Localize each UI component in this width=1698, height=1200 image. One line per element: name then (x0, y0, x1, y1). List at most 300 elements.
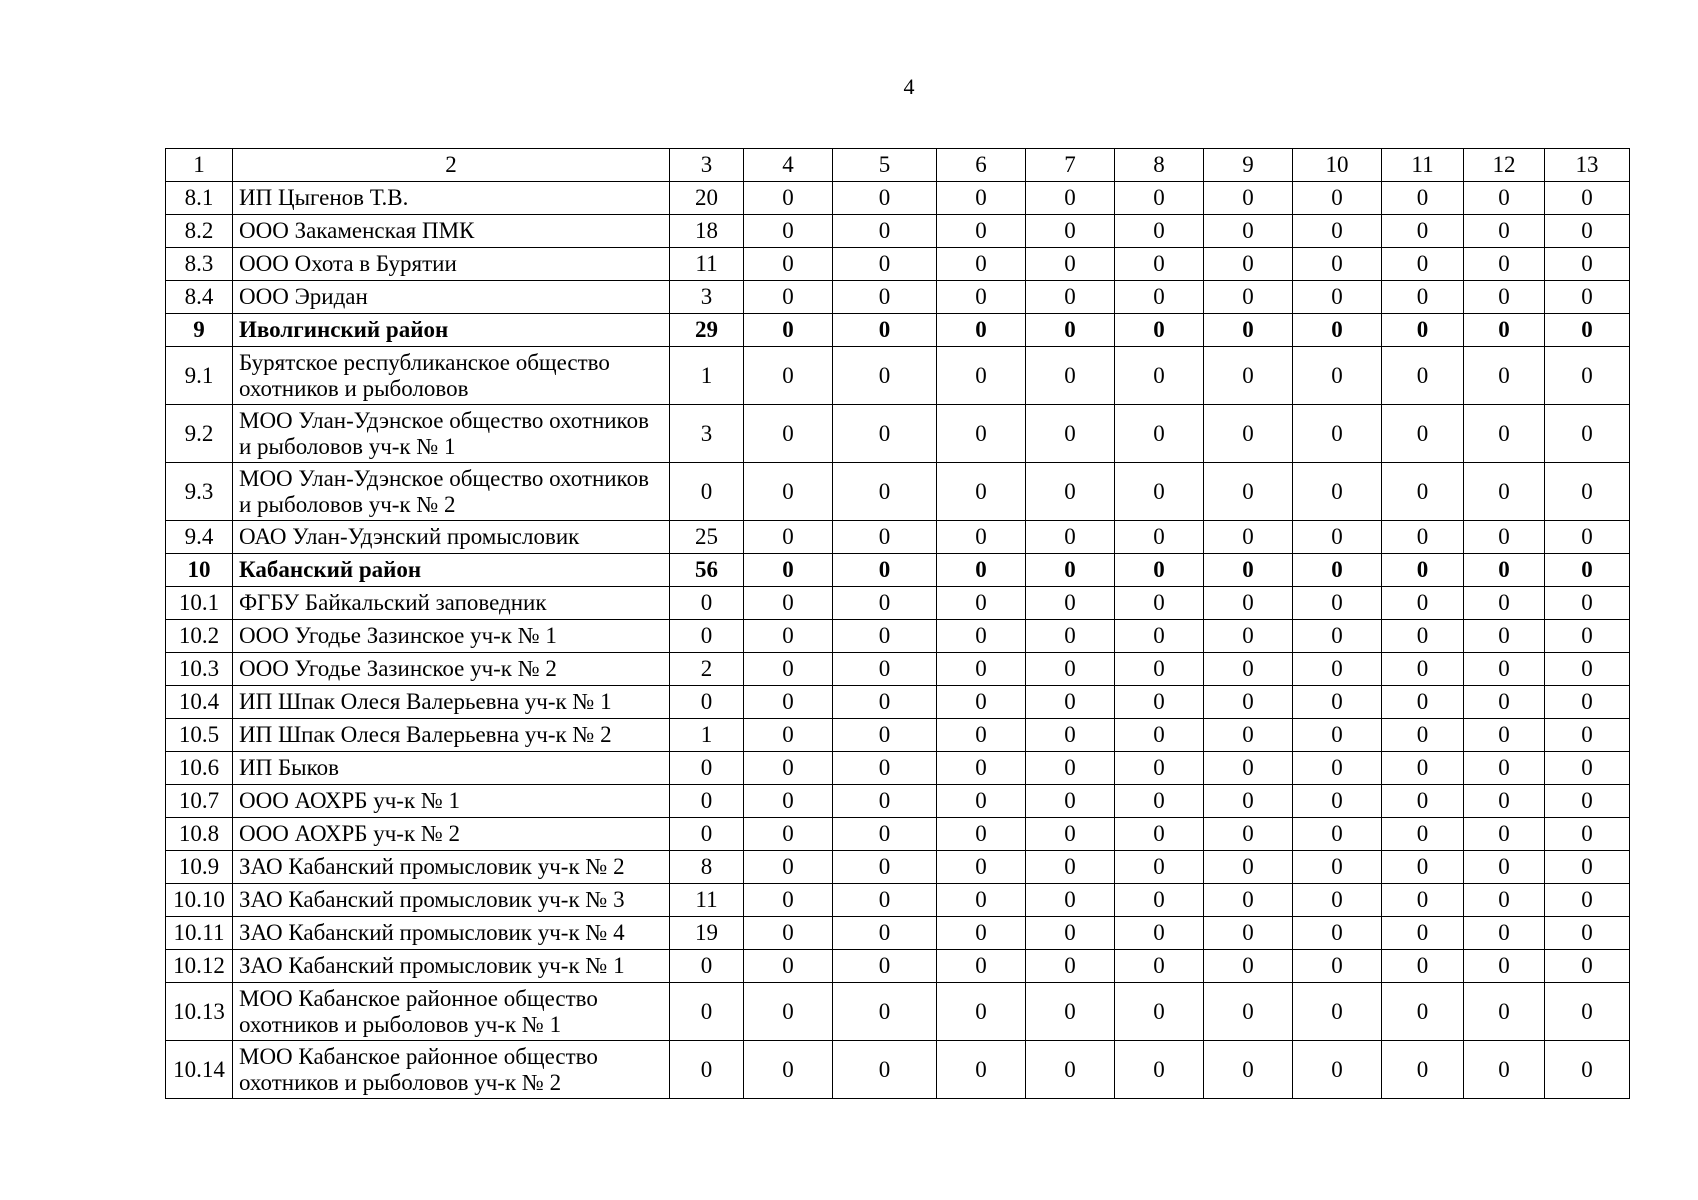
value-cell: 0 (937, 248, 1026, 281)
value-cell: 0 (1204, 1041, 1293, 1099)
value-cell: 0 (1204, 215, 1293, 248)
value-cell: 0 (1293, 463, 1382, 521)
table-row (166, 248, 1630, 281)
table-row (166, 785, 1630, 818)
value-cell: 0 (744, 785, 833, 818)
organization-name-cell: ООО Эридан (233, 281, 670, 314)
value-cell: 0 (1115, 463, 1204, 521)
table-row (166, 818, 1630, 851)
column-number-cell: 6 (937, 149, 1026, 182)
organization-name-cell: ИП Шпак Олеся Валерьевна уч-к № 2 (233, 719, 670, 752)
value-cell: 1 (670, 719, 744, 752)
value-cell: 0 (1026, 917, 1115, 950)
value-cell: 0 (1545, 719, 1630, 752)
value-cell: 0 (1382, 884, 1464, 917)
value-cell: 0 (937, 917, 1026, 950)
value-cell: 0 (937, 785, 1026, 818)
value-cell: 0 (1204, 719, 1293, 752)
value-cell: 0 (1293, 851, 1382, 884)
value-cell: 0 (1115, 785, 1204, 818)
value-cell: 0 (1204, 950, 1293, 983)
value-cell: 0 (1115, 248, 1204, 281)
value-cell: 0 (1115, 752, 1204, 785)
value-cell: 0 (744, 686, 833, 719)
value-cell: 0 (1293, 752, 1382, 785)
value-cell: 0 (744, 215, 833, 248)
value-cell: 0 (1464, 785, 1545, 818)
organization-name-cell: ФГБУ Байкальский заповедник (233, 587, 670, 620)
organization-name-cell: ЗАО Кабанский промысловик уч-к № 2 (233, 851, 670, 884)
value-cell: 0 (744, 950, 833, 983)
value-cell: 0 (1382, 653, 1464, 686)
value-cell: 0 (1464, 281, 1545, 314)
row-number-cell: 8.1 (166, 182, 233, 215)
row-number-cell: 10.12 (166, 950, 233, 983)
value-cell: 0 (1382, 851, 1464, 884)
row-number-cell: 10.2 (166, 620, 233, 653)
value-cell: 1 (670, 347, 744, 405)
table-row (166, 884, 1630, 917)
value-cell: 0 (1204, 281, 1293, 314)
value-cell: 0 (1204, 347, 1293, 405)
table-row (166, 752, 1630, 785)
organization-name-cell: ООО Закаменская ПМК (233, 215, 670, 248)
row-number-cell: 10.8 (166, 818, 233, 851)
value-cell: 0 (833, 884, 937, 917)
value-cell: 0 (1115, 1041, 1204, 1099)
value-cell: 0 (744, 884, 833, 917)
organization-name-cell: МОО Кабанское районное общество охотников и рыболовов уч-к № 2 (233, 1041, 670, 1099)
table-row (166, 521, 1630, 554)
value-cell: 0 (1382, 405, 1464, 463)
value-cell: 0 (1204, 521, 1293, 554)
value-cell: 0 (833, 917, 937, 950)
value-cell: 0 (1545, 463, 1630, 521)
value-cell: 0 (744, 248, 833, 281)
value-cell: 0 (1293, 686, 1382, 719)
organization-name-cell: ИП Цыгенов Т.В. (233, 182, 670, 215)
organization-name-cell: ООО Охота в Бурятии (233, 248, 670, 281)
value-cell: 18 (670, 215, 744, 248)
value-cell: 0 (1115, 818, 1204, 851)
column-number-cell: 10 (1293, 149, 1382, 182)
value-cell: 0 (1464, 620, 1545, 653)
value-cell: 0 (1115, 620, 1204, 653)
value-cell: 0 (1026, 554, 1115, 587)
page-number: 4 (903, 74, 915, 99)
value-cell: 11 (670, 884, 744, 917)
value-cell: 0 (1115, 182, 1204, 215)
value-cell: 0 (1382, 719, 1464, 752)
value-cell: 0 (1545, 884, 1630, 917)
value-cell: 0 (1464, 686, 1545, 719)
value-cell: 0 (1464, 818, 1545, 851)
value-cell: 0 (670, 983, 744, 1041)
district-row (166, 314, 1630, 347)
row-number-cell: 10.9 (166, 851, 233, 884)
value-cell: 0 (1464, 248, 1545, 281)
value-cell: 0 (744, 521, 833, 554)
value-cell: 0 (1293, 653, 1382, 686)
value-cell: 0 (833, 785, 937, 818)
value-cell: 0 (1026, 587, 1115, 620)
value-cell: 0 (744, 653, 833, 686)
value-cell: 56 (670, 554, 744, 587)
table-row (166, 347, 1630, 405)
value-cell: 0 (1382, 785, 1464, 818)
value-cell: 0 (1464, 521, 1545, 554)
value-cell: 0 (1026, 347, 1115, 405)
value-cell: 0 (1115, 851, 1204, 884)
row-number-cell: 10.14 (166, 1041, 233, 1099)
value-cell: 0 (1382, 182, 1464, 215)
row-number-cell: 9.4 (166, 521, 233, 554)
value-cell: 0 (833, 215, 937, 248)
row-number-cell: 10.6 (166, 752, 233, 785)
value-cell: 0 (937, 405, 1026, 463)
value-cell: 0 (1382, 620, 1464, 653)
value-cell: 0 (1464, 463, 1545, 521)
row-number-cell: 10.13 (166, 983, 233, 1041)
value-cell: 0 (833, 752, 937, 785)
row-number-cell: 9.1 (166, 347, 233, 405)
value-cell: 0 (833, 653, 937, 686)
value-cell: 0 (833, 719, 937, 752)
value-cell: 0 (833, 521, 937, 554)
row-number-cell: 10.4 (166, 686, 233, 719)
value-cell: 3 (670, 281, 744, 314)
value-cell: 0 (1382, 554, 1464, 587)
value-cell: 0 (1026, 215, 1115, 248)
value-cell: 0 (937, 851, 1026, 884)
organization-name-cell: ЗАО Кабанский промысловик уч-к № 1 (233, 950, 670, 983)
row-number-cell: 9 (166, 314, 233, 347)
organization-name-cell: Иволгинский район (233, 314, 670, 347)
value-cell: 0 (1293, 950, 1382, 983)
value-cell: 0 (1464, 653, 1545, 686)
value-cell: 0 (1464, 182, 1545, 215)
value-cell: 0 (833, 983, 937, 1041)
value-cell: 0 (1382, 587, 1464, 620)
value-cell: 0 (833, 314, 937, 347)
value-cell: 0 (1382, 917, 1464, 950)
value-cell: 0 (1026, 950, 1115, 983)
value-cell: 0 (1545, 752, 1630, 785)
value-cell: 0 (1545, 1041, 1630, 1099)
value-cell: 0 (1382, 281, 1464, 314)
value-cell: 0 (1545, 215, 1630, 248)
value-cell: 0 (937, 314, 1026, 347)
value-cell: 0 (744, 620, 833, 653)
value-cell: 0 (1464, 917, 1545, 950)
value-cell: 0 (1545, 248, 1630, 281)
column-number-row (166, 149, 1630, 182)
value-cell: 0 (1204, 686, 1293, 719)
value-cell: 0 (1026, 719, 1115, 752)
value-cell: 0 (1115, 917, 1204, 950)
value-cell: 0 (1293, 314, 1382, 347)
value-cell: 20 (670, 182, 744, 215)
value-cell: 0 (1293, 554, 1382, 587)
column-number-cell: 4 (744, 149, 833, 182)
value-cell: 0 (1382, 950, 1464, 983)
organization-name-cell: ОАО Улан-Удэнский промысловик (233, 521, 670, 554)
value-cell: 0 (744, 587, 833, 620)
value-cell: 0 (1464, 851, 1545, 884)
table-row (166, 686, 1630, 719)
value-cell: 0 (1293, 281, 1382, 314)
value-cell: 0 (1464, 983, 1545, 1041)
value-cell: 0 (1545, 281, 1630, 314)
organization-name-cell: МОО Улан-Удэнское общество охотников и рыболовов уч-к № 1 (233, 405, 670, 463)
value-cell: 0 (1115, 686, 1204, 719)
value-cell: 0 (833, 554, 937, 587)
value-cell: 0 (1382, 248, 1464, 281)
value-cell: 0 (833, 248, 937, 281)
table-row (166, 281, 1630, 314)
value-cell: 0 (937, 686, 1026, 719)
value-cell: 0 (1115, 950, 1204, 983)
value-cell: 0 (1293, 215, 1382, 248)
row-number-cell: 8.3 (166, 248, 233, 281)
row-number-cell: 10.11 (166, 917, 233, 950)
row-number-cell: 9.3 (166, 463, 233, 521)
value-cell: 0 (1026, 983, 1115, 1041)
value-cell: 0 (1115, 314, 1204, 347)
organization-name-cell: ООО АОХРБ уч-к № 2 (233, 818, 670, 851)
organization-name-cell: ЗАО Кабанский промысловик уч-к № 4 (233, 917, 670, 950)
value-cell: 0 (1026, 884, 1115, 917)
value-cell: 0 (1115, 884, 1204, 917)
row-number-cell: 10.10 (166, 884, 233, 917)
value-cell: 0 (1293, 917, 1382, 950)
value-cell: 0 (744, 314, 833, 347)
table-row (166, 851, 1630, 884)
organization-name-cell: МОО Кабанское районное общество охотников и рыболовов уч-к № 1 (233, 983, 670, 1041)
value-cell: 0 (670, 587, 744, 620)
value-cell: 0 (1115, 653, 1204, 686)
value-cell: 0 (1026, 281, 1115, 314)
value-cell: 0 (1545, 917, 1630, 950)
value-cell: 0 (937, 215, 1026, 248)
row-number-cell: 10 (166, 554, 233, 587)
value-cell: 0 (1204, 818, 1293, 851)
value-cell: 0 (937, 554, 1026, 587)
organization-name-cell: ЗАО Кабанский промысловик уч-к № 3 (233, 884, 670, 917)
row-number-cell: 10.5 (166, 719, 233, 752)
value-cell: 0 (1382, 818, 1464, 851)
value-cell: 0 (833, 818, 937, 851)
value-cell: 0 (937, 752, 1026, 785)
value-cell: 0 (1204, 554, 1293, 587)
value-cell: 0 (744, 554, 833, 587)
value-cell: 0 (1545, 851, 1630, 884)
value-cell: 0 (1026, 653, 1115, 686)
value-cell: 0 (1115, 521, 1204, 554)
value-cell: 0 (1293, 521, 1382, 554)
value-cell: 3 (670, 405, 744, 463)
value-cell: 0 (1464, 884, 1545, 917)
value-cell: 0 (744, 818, 833, 851)
value-cell: 19 (670, 917, 744, 950)
table-row (166, 620, 1630, 653)
column-number-cell: 5 (833, 149, 937, 182)
value-cell: 0 (937, 1041, 1026, 1099)
value-cell: 0 (1293, 248, 1382, 281)
value-cell: 0 (670, 950, 744, 983)
value-cell: 0 (1115, 405, 1204, 463)
value-cell: 0 (1115, 347, 1204, 405)
value-cell: 0 (1293, 1041, 1382, 1099)
value-cell: 0 (1115, 554, 1204, 587)
row-number-cell: 8.4 (166, 281, 233, 314)
value-cell: 0 (1204, 182, 1293, 215)
value-cell: 0 (1545, 347, 1630, 405)
column-number-cell: 1 (166, 149, 233, 182)
value-cell: 0 (937, 463, 1026, 521)
value-cell: 0 (1026, 851, 1115, 884)
value-cell: 0 (1026, 620, 1115, 653)
table-row (166, 917, 1630, 950)
value-cell: 0 (1115, 983, 1204, 1041)
value-cell: 0 (1545, 554, 1630, 587)
value-cell: 0 (833, 686, 937, 719)
value-cell: 0 (937, 719, 1026, 752)
table-row (166, 215, 1630, 248)
value-cell: 0 (1545, 950, 1630, 983)
table-body (166, 149, 1630, 1099)
value-cell: 0 (937, 884, 1026, 917)
value-cell: 0 (1464, 215, 1545, 248)
value-cell: 0 (1545, 686, 1630, 719)
value-cell: 0 (833, 281, 937, 314)
value-cell: 0 (833, 182, 937, 215)
value-cell: 0 (1293, 983, 1382, 1041)
value-cell: 0 (1545, 521, 1630, 554)
value-cell: 8 (670, 851, 744, 884)
value-cell: 0 (937, 983, 1026, 1041)
value-cell: 0 (937, 587, 1026, 620)
value-cell: 0 (1115, 215, 1204, 248)
value-cell: 0 (1026, 818, 1115, 851)
value-cell: 0 (1382, 752, 1464, 785)
value-cell: 0 (937, 521, 1026, 554)
value-cell: 0 (1464, 554, 1545, 587)
value-cell: 0 (1382, 463, 1464, 521)
value-cell: 0 (1382, 521, 1464, 554)
value-cell: 0 (1464, 1041, 1545, 1099)
value-cell: 0 (1293, 884, 1382, 917)
value-cell: 0 (1026, 521, 1115, 554)
value-cell: 0 (1026, 248, 1115, 281)
value-cell: 0 (744, 917, 833, 950)
value-cell: 0 (1545, 587, 1630, 620)
value-cell: 0 (937, 620, 1026, 653)
row-number-cell: 10.3 (166, 653, 233, 686)
value-cell: 0 (1464, 752, 1545, 785)
table-row (166, 405, 1630, 463)
organization-name-cell: Бурятское республиканское общество охотников и рыболовов (233, 347, 670, 405)
value-cell: 0 (1293, 405, 1382, 463)
value-cell: 25 (670, 521, 744, 554)
value-cell: 0 (937, 818, 1026, 851)
value-cell: 0 (1464, 314, 1545, 347)
value-cell: 0 (937, 182, 1026, 215)
organization-name-cell: ООО АОХРБ уч-к № 1 (233, 785, 670, 818)
value-cell: 0 (1026, 752, 1115, 785)
value-cell: 0 (937, 281, 1026, 314)
value-cell: 0 (1204, 851, 1293, 884)
value-cell: 0 (1382, 347, 1464, 405)
value-cell: 0 (1204, 314, 1293, 347)
value-cell: 0 (1545, 405, 1630, 463)
value-cell: 0 (1293, 818, 1382, 851)
row-number-cell: 10.7 (166, 785, 233, 818)
table-row (166, 719, 1630, 752)
column-number-cell: 12 (1464, 149, 1545, 182)
value-cell: 0 (833, 950, 937, 983)
organization-name-cell: ООО Угодье Зазинское уч-к № 2 (233, 653, 670, 686)
value-cell: 0 (1115, 587, 1204, 620)
organization-name-cell: Кабанский район (233, 554, 670, 587)
value-cell: 0 (670, 1041, 744, 1099)
column-number-cell: 7 (1026, 149, 1115, 182)
value-cell: 0 (1026, 463, 1115, 521)
value-cell: 0 (744, 463, 833, 521)
row-number-cell: 8.2 (166, 215, 233, 248)
value-cell: 0 (744, 405, 833, 463)
value-cell: 0 (744, 281, 833, 314)
table-row (166, 463, 1630, 521)
value-cell: 0 (1464, 719, 1545, 752)
value-cell: 0 (1545, 620, 1630, 653)
value-cell: 0 (670, 752, 744, 785)
value-cell: 29 (670, 314, 744, 347)
table-row (166, 983, 1630, 1041)
column-number-cell: 2 (233, 149, 670, 182)
value-cell: 0 (744, 752, 833, 785)
value-cell: 0 (1464, 405, 1545, 463)
value-cell: 0 (1293, 182, 1382, 215)
organization-name-cell: ООО Угодье Зазинское уч-к № 1 (233, 620, 670, 653)
value-cell: 0 (1293, 785, 1382, 818)
value-cell: 0 (1115, 719, 1204, 752)
column-number-cell: 3 (670, 149, 744, 182)
value-cell: 0 (1204, 884, 1293, 917)
value-cell: 0 (833, 405, 937, 463)
column-number-cell: 9 (1204, 149, 1293, 182)
value-cell: 0 (833, 1041, 937, 1099)
organization-name-cell: МОО Улан-Удэнское общество охотников и рыболовов уч-к № 2 (233, 463, 670, 521)
value-cell: 0 (1026, 686, 1115, 719)
value-cell: 0 (1204, 653, 1293, 686)
value-cell: 0 (744, 182, 833, 215)
value-cell: 0 (1026, 182, 1115, 215)
value-cell: 0 (1204, 463, 1293, 521)
value-cell: 0 (1464, 347, 1545, 405)
value-cell: 0 (744, 983, 833, 1041)
value-cell: 0 (833, 463, 937, 521)
value-cell: 0 (937, 950, 1026, 983)
value-cell: 0 (1204, 983, 1293, 1041)
value-cell: 0 (1026, 1041, 1115, 1099)
value-cell: 0 (1204, 752, 1293, 785)
value-cell: 0 (1545, 818, 1630, 851)
value-cell: 0 (1545, 653, 1630, 686)
table-row (166, 587, 1630, 620)
value-cell: 0 (744, 851, 833, 884)
value-cell: 0 (1204, 620, 1293, 653)
